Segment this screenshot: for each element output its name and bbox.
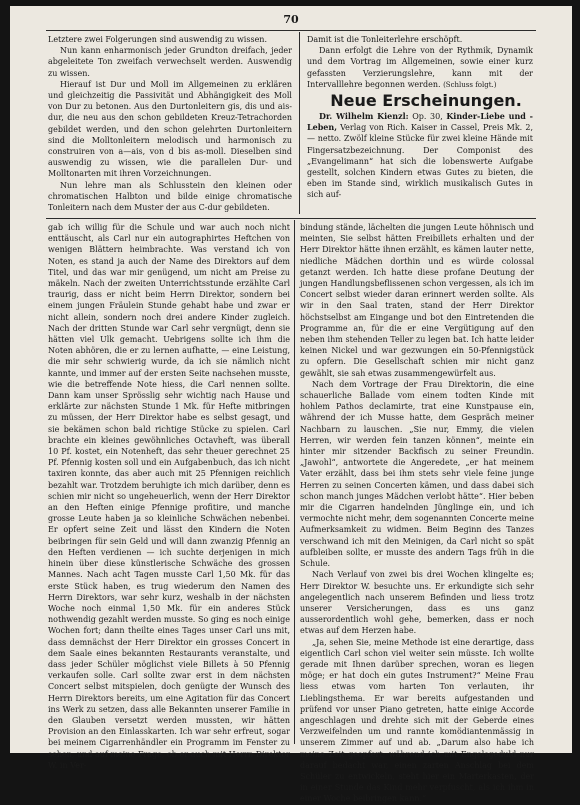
review-text: Verlag von Rich. Kaiser in Cassel, Preis Mk. 2,— netto. Zwölf kleine Stücke für zwei kleine Hände mit Fingersatzbezeichnung. Der Componist des „Evangelimann“ hat sich die lobenswerte Aufgabe gestellt, solchen Kindern etwas Gutes zu bieten, die eben im Stande sind, wirklich musikalisch Gutes in sich auf-: [307, 123, 533, 200]
top-rule: [46, 30, 536, 31]
review-author: Dr. Wilhelm Kienzl:: [319, 111, 409, 122]
story-paragraph: bindung stände, lächelten die jungen Leute höhnisch und meinten, Sie selbst hätten Freibillets erhalten und der Herr Direktor hätte ihnen erzählt, es kämen lauter nette, niedliche Mädchen dorthin und es würde colossal getanzt werden. Ich hatte diese profane Deutung der jungen Handlungsbeflissenen schon vergessen, als ich im Concert selbst wieder daran erinnert werden sollte. Als wir in den Saal traten, stand der Herr Direktor höchstselbst am Eingange und bot den Eintretenden die Programme an, für die er eine Vergütigung auf den neben ihm stehenden Teller zu legen bat. Ich hatte leider keinen Nickel und war gezwungen ein 50-Pfennigstück zu opfern. Die Gesellschaft schien mir nicht ganz gewählt, sie sah etwas zusammengewürfelt aus.: [300, 223, 534, 378]
to-be-continued-note: (Schluss folgt.): [443, 80, 497, 89]
theory-column: [48, 34, 292, 212]
publications-column: [307, 34, 533, 214]
section-heading: Neue Erscheinungen.: [330, 91, 522, 111]
theory-paragraph: Hierauf ist Dur und Moll im Allgemeinen zu erklären und gleichzeitig die Passivität und Abhängigkeit des Moll von Dur zu betonen. Aus den Durtonleitern gis, dis und ais-dur, die neu aus den schon gebildeten Kreuz-Tetrachorden gebildet werden, und den schon gelehrten Durtonleitern sind die Molltonleitern melodisch und harmonisch zu construiren von a—ais, von d bis as-moll. Dieselben sind auswendig zu wissen, wie die parallelen Dur- und Molltonarten mit ihren Vorzeichnungen.: [48, 79, 292, 179]
theory-paragraph: Nun kann enharmonisch jeder Grundton dreifach, jeder abgeleitete Ton zweifach verwechselt werden. Auswendig zu wissen.: [48, 46, 292, 78]
story-paragraph: „Ja, sehen Sie, meine Methode ist eine derartige, dass eigentlich Carl schon viel weiter sein müsste. Ich wollte gerade mit Ihnen darüber sprechen, woran es liegen möge; er hat doch ein gutes Instrument?“ Meine Frau liess etwas vom harten Ton verlauten, ihr Lieblingsthema. Er war bereits aufgestanden und prüfend vor unser Piano getreten, hatte einige Accorde angeschlagen und drehte sich mit der Geberde eines Verzweifelnden um und rannte komödiantenmässig in unserem Zimmer auf und ab. „Darum also habe ich meine Zeit geopfert; während ich mit Engelsgeduld nur darauf bedacht war, einen zarten Anschlag bei dem Schüler zu entwickeln, steht hier ein Marterkasten, der in einer Stunde das Kind mehr verpfuscht, als ich ihm in einer Woche beibringen kann.“: [300, 637, 534, 804]
theory-paragraph: Nun lehre man als Schlusstein den kleinen oder chromatischen Halbton und bilde einige chromatische Tonleitern nach dem Muster der aus C-dur gebildeten.: [48, 180, 292, 213]
review-opus: Op. 30,: [412, 112, 443, 122]
story-column-left: [48, 222, 290, 770]
column-divider-bottom: [294, 220, 295, 744]
rhythm-paragraph: Damit ist die Tonleiterlehre erschöpft.: [307, 35, 463, 44]
section-rule: [46, 218, 536, 219]
story-paragraph: gab ich willig für die Schule und war auch noch nicht enttäuscht, als Carl nur ein autographirtes Heftchen von wenigen Blättern heimbrachte. Was verstand ich von Noten, es stand ja auch der Name des Direktors auf dem Titel, und das war mir genügend, um nicht am Preise zu mäkeln. Nach der zweiten Unterrichtsstunde erzählte Carl traurig, dass er nicht beim Herrn Direktor, sondern bei einem jungen Fräulein Stunde gehabt habe und zwar er nicht allein, sondern noch drei andere Kinder zugleich. Nach der dritten Stunde war Carl sehr vergnügt, denn sie hätten viel Ulk gemacht. Uebrigens sollte ich ihm die Noten abhören, die er zu lernen aufhatte, — eine Leistung, die mir sehr schwierig wurde, da ich sie nämlich nicht kannte, und immer auf der ersten Seite nachsehen musste, wie die betreffende Note hiess, die Carl nennen sollte. Dann kam unser Sprösslig sehr wichtig nach Hause und erklärte zur nächsten Stunde 1 Mk. für Hefte mitbringen zu müssen, der Herr Direktor habe es selbst gesagt, und sie bekämen schon bald richtige Stücke zu spielen. Carl brachte ein kleines gewöhnliches Octavheft, was überall 10 Pf. kostet, ein Notenheft, das sehr theuer gerechnet 25 Pf. Pfennig kosten soll und ein Aufgabenbuch, das ich nicht taxiren konnte, das aber auch mit 25 Pfennigen reichlich bezahlt war. Trotzdem beruhigte ich mich darüber, denn es schien mir nicht so ungeheuerlich, wenn der Herr Direktor an den Heften einige Pfennige profitire, und manche grosse Leute haben ja so kleinliche Schwächen nebenbei. Er opfert seine Zeit und lässt den Kindern die Noten beibringen für sein Geld und will dann zwanzig Pfennig an den Heften verdienen — ich suchte derjenigen in mich hinein über diese künstlerische Schwäche des grossen Mannes. Nach acht Tagen musste Carl 1,50 Mk. für das erste Stück haben, es trug wiederum den Namen des Herrn Direktors, war sehr kurz, weshalb in der nächsten Woche noch einmal 1,50 Mk. für ein anderes Stück nothwendig gezahlt werden musste. So ging es noch einige Wochen fort; dann theilte eines Tages unser Carl uns mit, dass demnächst der Herr Direktor ein grosses Concert in dem Saale eines bekannten Restaurants veranstalte, und dass jeder Schüler möglichst viele Billets à 50 Pfennig verkaufen solle. Carl sollte zwar erst in dem nächsten Concert selbst mitspielen, doch genügte der Wunsch des Herrn Direktors bereits, um eine Agitation für das Concert ins Werk zu setzen, dass alle Bekannten unserer Familie in den Glauben versetzt werden mussten, wir hätten Provision an den Einlasskarten. Ich war sehr erfreut, sogar bei meinem Cigarrenhändler ein Programm im Fenster zu sehen, und auf meine Frage, ob er auch mit Herrn Direktor W. in Ver-: [48, 223, 290, 770]
story-column-right: [300, 222, 534, 804]
newspaper-page: [10, 6, 572, 804]
story-paragraph: Nach Verlauf von zwei bis drei Wochen klingelte es; Herr Direktor W. besuchte uns. Er erkundigte sich sehr angelegentlich nach unserem Befinden und liess trotz unserer Versicherungen, dass es uns ganz ausserordentlich wohl gehe, bemerken, dass er noch etwas auf dem Herzen habe.: [300, 570, 534, 636]
review-paragraph: [307, 111, 533, 201]
rhythm-text: Dann erfolgt die Lehre von der Rythmik, Dynamik und dem Vortrag im Allgemeinen, sowie einer kurz gefassten Verzierungslehre, kann mit der Intervalllehre begonnen werden.: [307, 46, 533, 89]
story-paragraph: Nach dem Vortrage der Frau Direktorin, die eine schauerliche Ballade vom einem todten Kinde mit hohlem Pathos declamirte, trat eine Kunstpause ein, während der ich Musse hatte, dem Gespräch meiner Nachbarn zu lauschen. „Sie nur, Emmy, die vielen Herren, wir werden fein tanzen können“, meinte ein hinter mir sitzender Backfisch zu seiner Freundin. „Jawohl“, antwortete die Angeredete, „er hat meinem Vater erzählt, dass bei ihm stets sehr viele feine junge Herren zu seinen Concerten kämen, und dass dabei sich schon manch junges Mädchen verlobt hätte“. Hier beben mir die Cigarren handelnden Jünglinge ein, und ich vermochte nicht mehr, dem sogenannten Concerte meine Aufmerksamkeit zu widmen. Beim Beginn des Tanzes verschwand ich mit den Meinigen, da Carl nicht so spät aufbleiben sollte, er musste des andern Tags früh in die Schule.: [300, 379, 534, 569]
theory-paragraph: Letztere zwei Folgerungen sind auswendig zu wissen.: [48, 35, 267, 44]
page-number: 70: [283, 13, 299, 26]
rhythm-paragraph: [307, 45, 533, 91]
column-divider-top: [299, 32, 300, 214]
review-title: Kinder-Liebe und -Leben,: [307, 111, 534, 133]
